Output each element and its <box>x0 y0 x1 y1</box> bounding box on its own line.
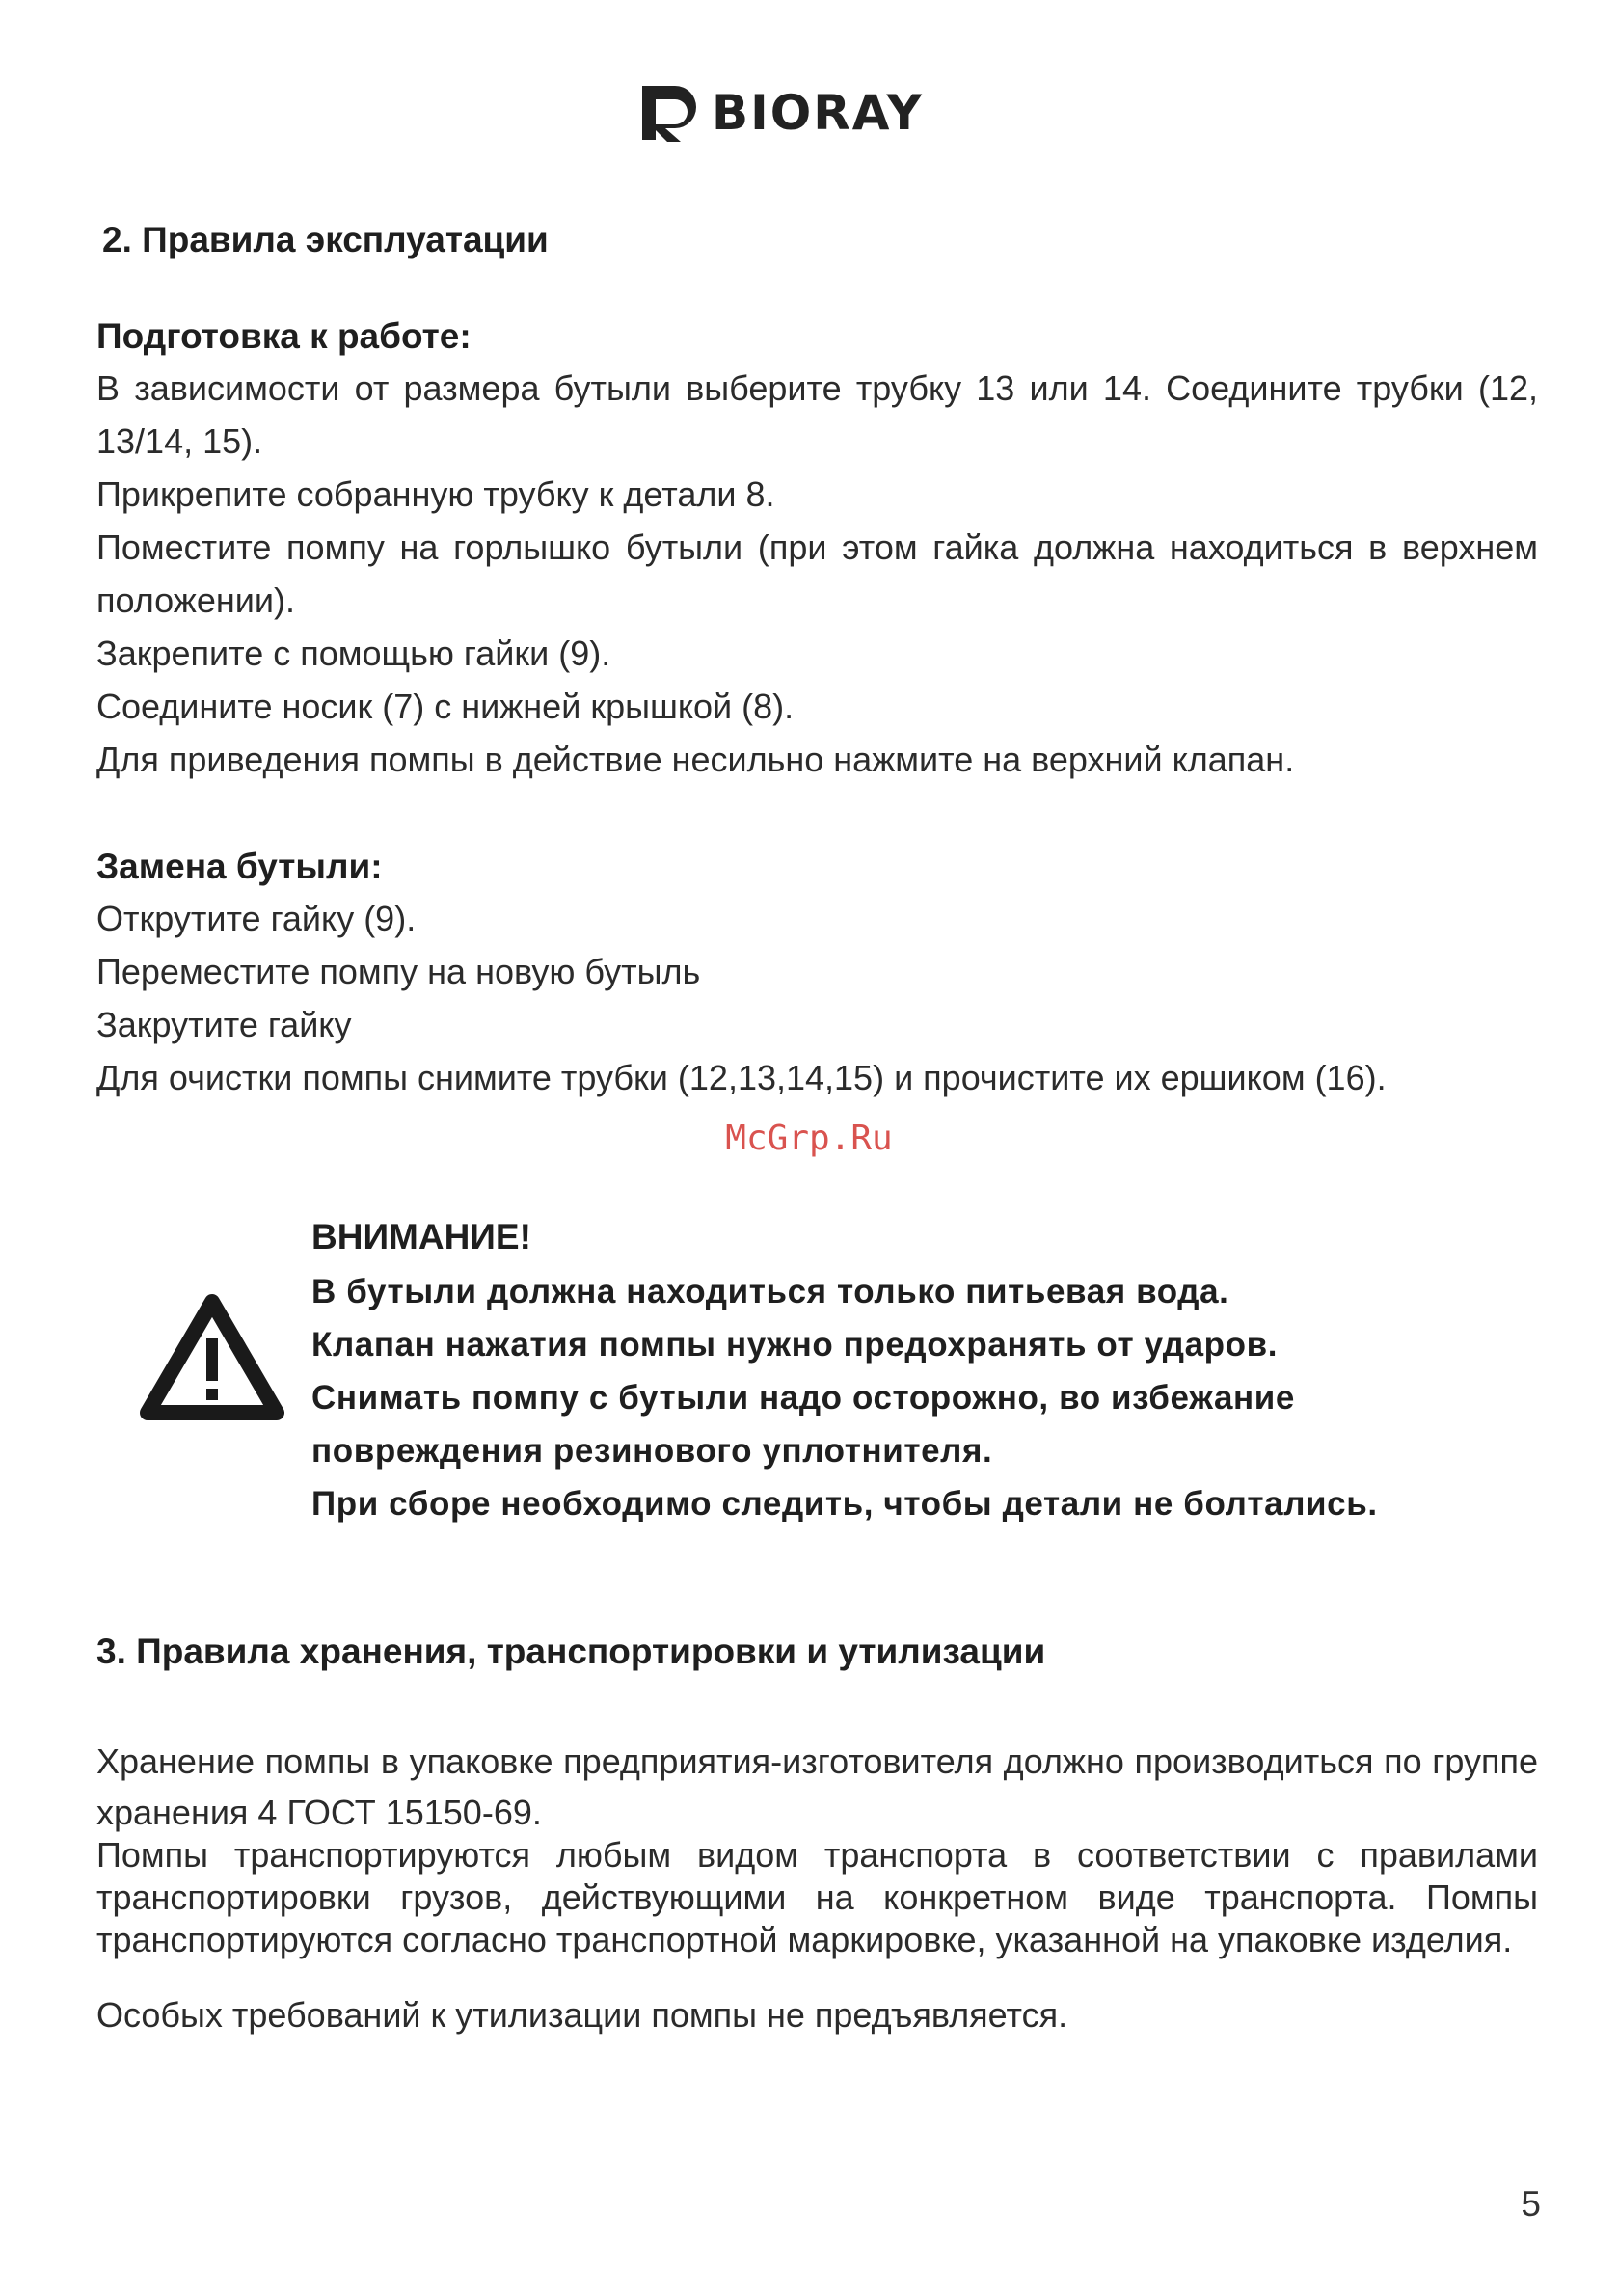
warning-list <box>311 1265 1378 1530</box>
brand-name: BIORAY <box>712 85 924 141</box>
warning-line: Снимать помпу с бутыли надо осторожно, во избежание <box>311 1379 1295 1417</box>
section-2-heading: 2. Правила эксплуатации <box>102 220 549 259</box>
watermark: McGrp.Ru <box>725 1119 893 1158</box>
warning-line: При сборе необходимо следить, чтобы детали не болтались. <box>311 1485 1378 1523</box>
replace-line-3: Закрутите гайку <box>96 1005 352 1044</box>
warning-triangle-icon <box>140 1292 284 1422</box>
replace-line-4: Для очистки помпы снимите трубки (12,13,14,15) и прочистите их ершиком (16). <box>96 1058 1387 1097</box>
storage-paragraph-2: Помпы транспортируются любым видом транспорта в соответствии с правилами транспортировки грузов, действующими на конкретном виде транспорта. Помпы транспортируются согласно транспортной маркировке, указанной на упаковке изделия. <box>96 1835 1538 1959</box>
prep-line-5: Соедините носик (7) с нижней крышкой (8). <box>96 687 795 726</box>
warning-title: ВНИМАНИЕ! <box>311 1217 531 1256</box>
prep-line-4: Закрепите с помощью гайки (9). <box>96 634 611 673</box>
prep-title: Подготовка к работе: <box>96 316 472 356</box>
warning-line: Клапан нажатия помпы нужно предохранять от ударов. <box>311 1326 1279 1364</box>
prep-line-2: Прикрепите собранную трубку к детали 8. <box>96 474 775 514</box>
warning-line: повреждения резинового уплотнителя. <box>311 1432 993 1470</box>
storage-paragraph-3: Особых требований к утилизации помпы не предъявляется. <box>96 1995 1068 2035</box>
prep-line-6: Для приведения помпы в действие несильно нажмите на верхний клапан. <box>96 740 1295 779</box>
bioray-logo-icon <box>636 80 702 146</box>
replace-title: Замена бутыли: <box>96 847 383 886</box>
storage-paragraph-1: Хранение помпы в упаковке предприятия-изготовителя должно производиться по группе хранения 4 ГОСТ 15150-69. <box>96 1742 1538 1832</box>
section-3-heading: 3. Правила хранения, транспортировки и утилизации <box>96 1632 1046 1671</box>
replace-line-2: Переместите помпу на новую бутыль <box>96 952 701 991</box>
replace-line-1: Открутите гайку (9). <box>96 899 417 938</box>
brand-logo <box>636 79 924 147</box>
warning-line: В бутыли должна находиться только питьевая вода. <box>311 1273 1229 1310</box>
page-number: 5 <box>1521 2184 1541 2224</box>
prep-paragraph-1: В зависимости от размера бутыли выберите трубку 13 или 14. Соедините трубки (12, 13/14, 15). <box>96 368 1538 461</box>
prep-paragraph-3: Поместите помпу на горлышко бутыли (при этом гайка должна находиться в верхнем положении). <box>96 527 1538 620</box>
